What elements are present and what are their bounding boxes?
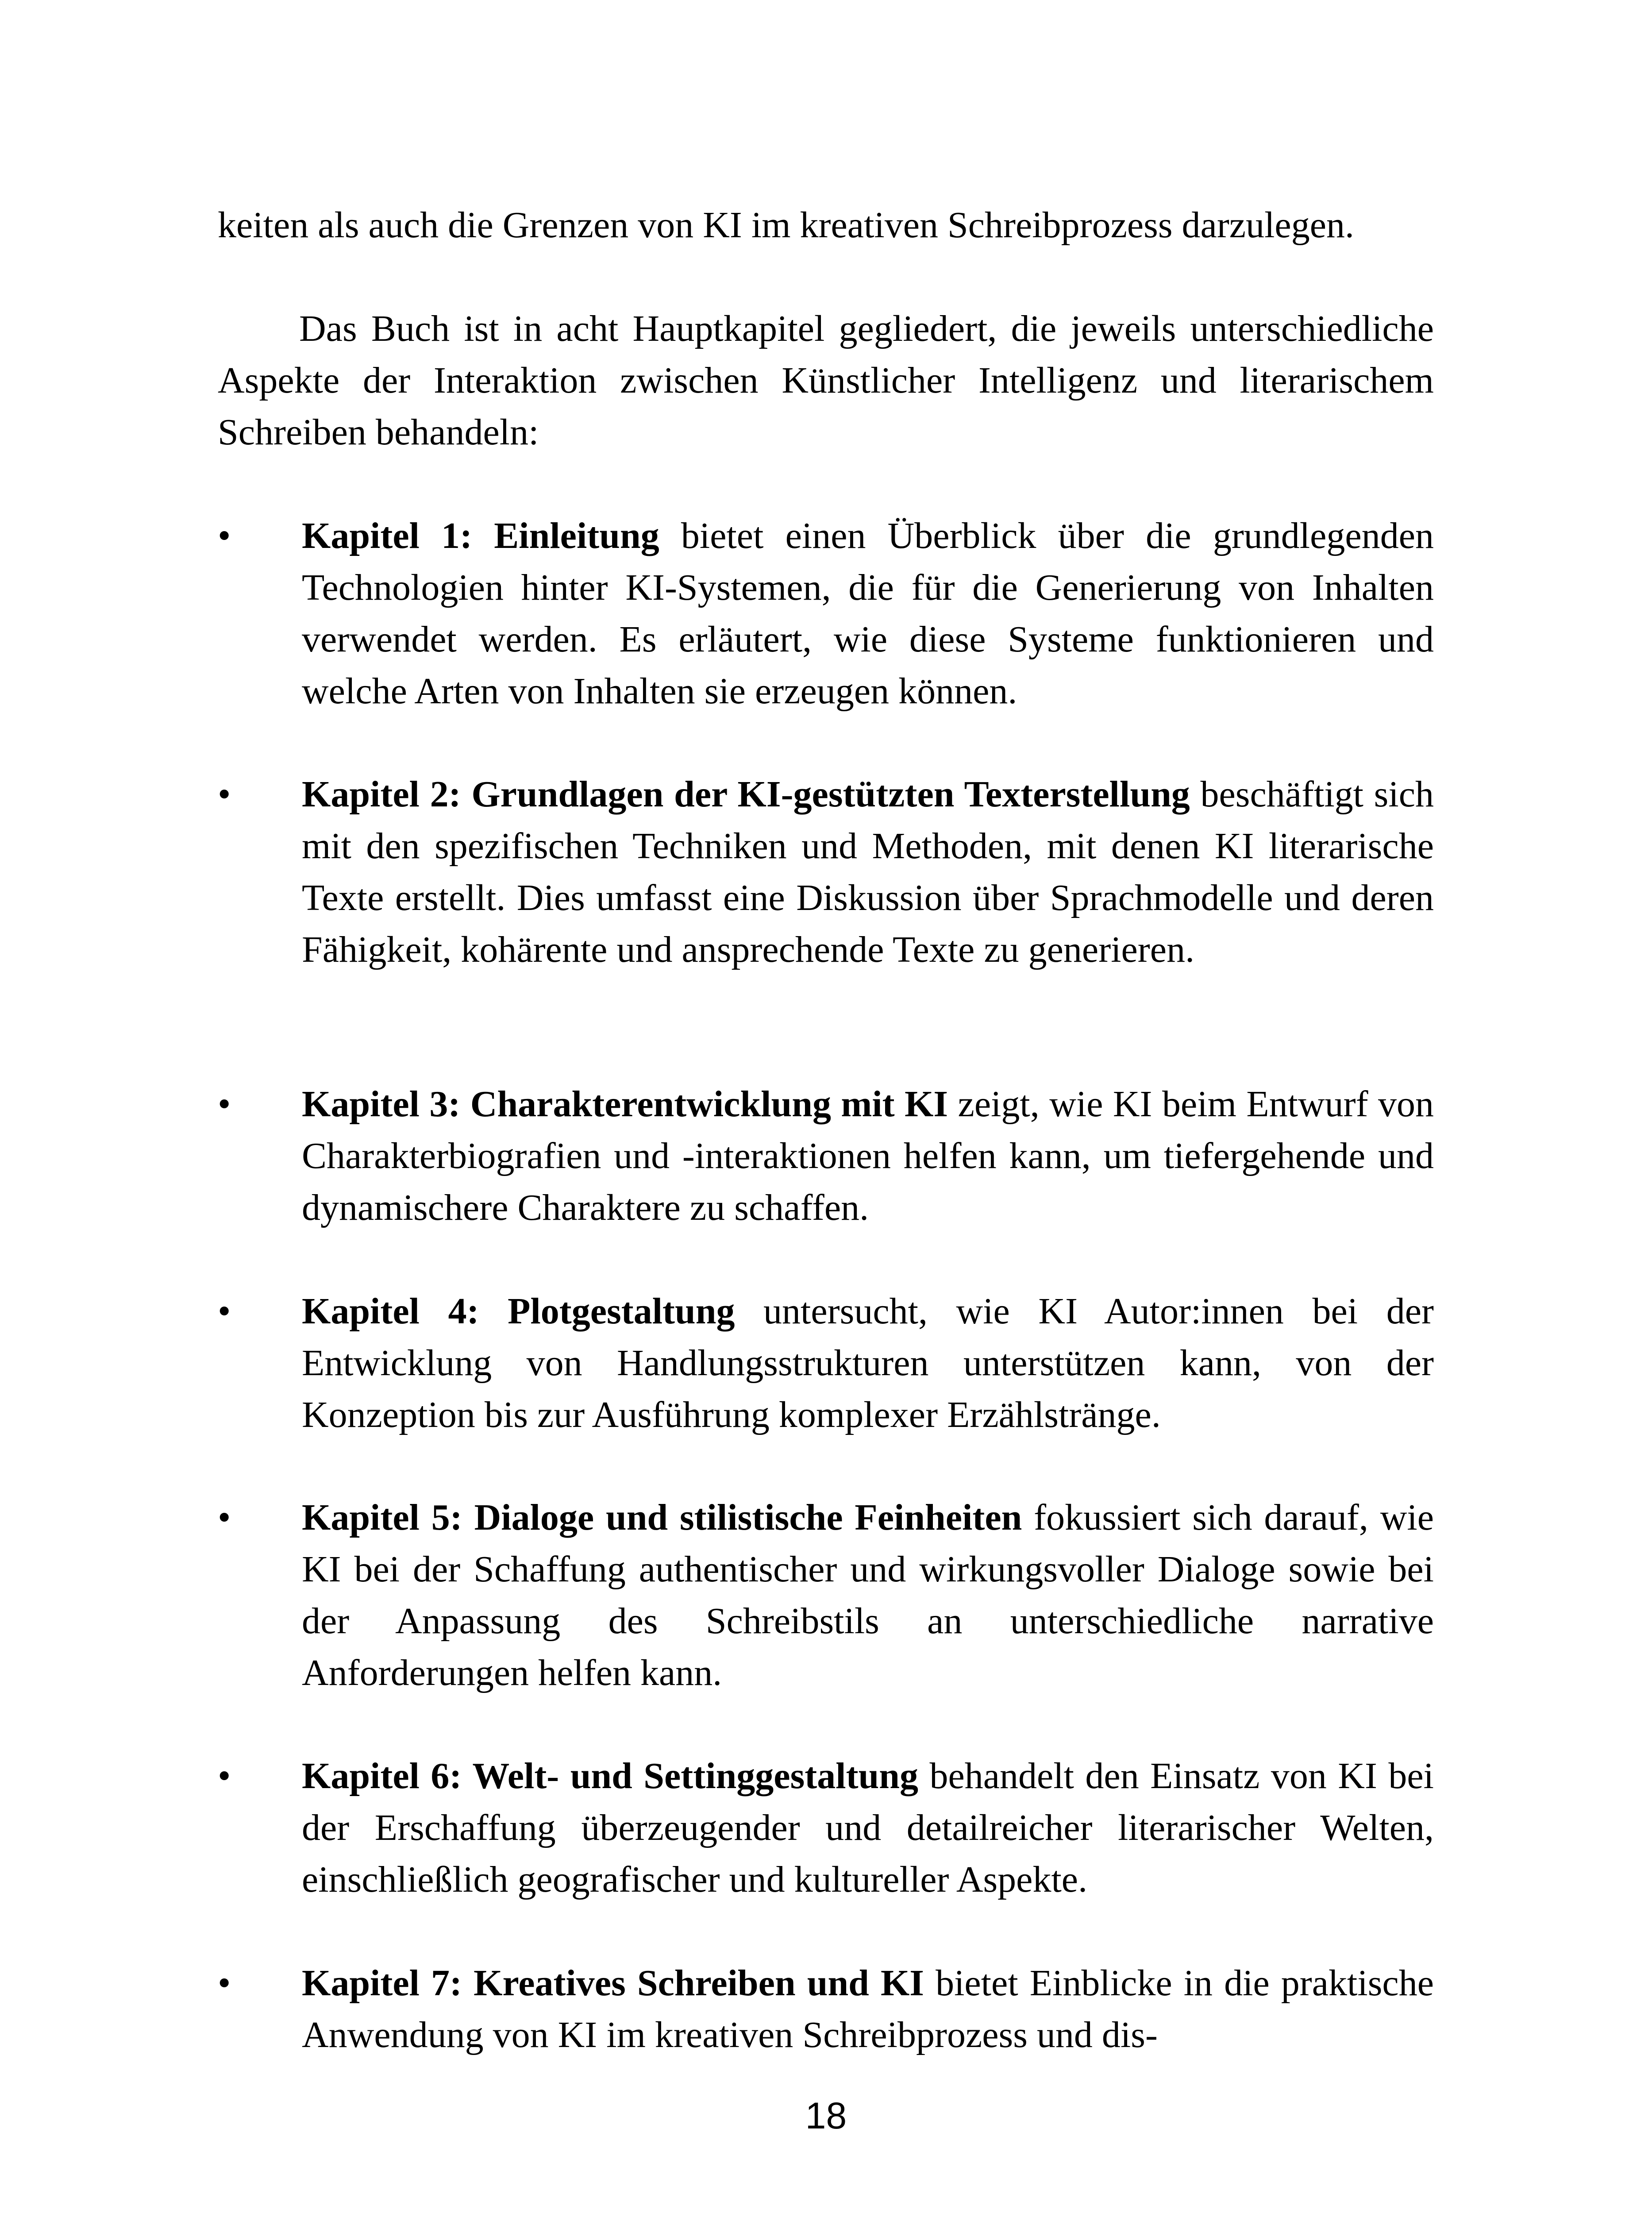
chapter-text: bietet Einblicke in die praktische Anwendung von KI im kreativen Schreibprozess und dis- bbox=[302, 1962, 1434, 2055]
list-item bbox=[218, 768, 1434, 975]
chapter-description bbox=[302, 1492, 1434, 1699]
list-item bbox=[218, 1078, 1434, 1234]
chapter-title: Kapitel 2: Grundlagen der KI-gestützten Texterstellung bbox=[302, 774, 1190, 815]
chapter-text: fokussiert sich darauf, wie KI bei der Schaffung authentischer und wirkungsvoller Dialoge sowie bei der Anpassung des Schreibstils an unterschiedliche narrative Anforderungen helfen kann. bbox=[302, 1497, 1434, 1693]
page-number: 18 bbox=[805, 2095, 847, 2136]
bullet-icon: • bbox=[218, 1291, 231, 1332]
chapter-title: Kapitel 1: Einleitung bbox=[302, 515, 659, 556]
chapter-description bbox=[302, 768, 1434, 975]
chapter-text: beschäftigt sich mit den spezifischen Techniken und Methoden, mit denen KI literarische Texte erstellt. Dies umfasst eine Diskussion über Sprachmodelle und deren Fähigkeit, kohärente und ansprechende Texte zu generieren. bbox=[302, 774, 1434, 970]
list-item bbox=[218, 1750, 1434, 1905]
bullet-icon: • bbox=[218, 515, 231, 556]
chapter-text: zeigt, wie KI beim Entwurf von Charakterbiografien und -interaktionen helfen kann, um tiefergehende und dynamischere Charaktere zu schaffen. bbox=[302, 1083, 1434, 1228]
intro-continuation: keiten als auch die Grenzen von KI im kreativen Schreibprozess darzulegen. bbox=[218, 204, 1354, 246]
bullet-icon: • bbox=[218, 774, 231, 815]
chapter-description bbox=[302, 1750, 1434, 1905]
bullet-icon: • bbox=[218, 1497, 231, 1538]
chapter-description bbox=[302, 1078, 1434, 1234]
bullet-icon: • bbox=[218, 1962, 231, 2004]
chapter-text: bietet einen Überblick über die grundlegenden Technologien hinter KI-Systemen, die für die Generierung von Inhalten verwendet werden. Es erläutert, wie diese Systeme funktionieren und welche Arten von Inhalten sie erzeugen können. bbox=[302, 515, 1434, 712]
list-item bbox=[218, 1492, 1434, 1699]
chapter-title: Kapitel 7: Kreatives Schreiben und KI bbox=[302, 1962, 924, 2004]
bullet-icon: • bbox=[218, 1083, 231, 1125]
list-item bbox=[218, 1285, 1434, 1441]
chapter-title: Kapitel 5: Dialoge und stilistische Feinheiten bbox=[302, 1497, 1022, 1538]
list-item bbox=[218, 510, 1434, 717]
intro-paragraph: Das Buch ist in acht Hauptkapitel gegliedert, die jeweils unterschiedliche Aspekte der Interaktion zwischen Künstlicher Intelligenz und literarischem Schreiben behandeln: bbox=[218, 308, 1434, 453]
chapter-text: untersucht, wie KI Autor:innen bei der Entwicklung von Handlungsstrukturen unterstützen kann, von der Konzeption bis zur Ausführung komplexer Erzählstränge. bbox=[302, 1291, 1434, 1435]
chapter-title: Kapitel 6: Welt- und Settinggestaltung bbox=[302, 1755, 919, 1797]
chapter-description bbox=[302, 1957, 1434, 2061]
bullet-icon: • bbox=[218, 1755, 231, 1797]
chapter-description bbox=[302, 510, 1434, 717]
chapter-description bbox=[302, 1285, 1434, 1441]
list-item bbox=[218, 1957, 1434, 2061]
chapter-text: behandelt den Einsatz von KI bei der Erschaffung überzeugender und detailreicher literarischer Welten, einschließlich geografischer und kultureller Aspekte. bbox=[302, 1755, 1434, 1900]
chapter-title: Kapitel 4: Plotgestaltung bbox=[302, 1291, 735, 1332]
chapter-title: Kapitel 3: Charakterentwicklung mit KI bbox=[302, 1083, 948, 1125]
